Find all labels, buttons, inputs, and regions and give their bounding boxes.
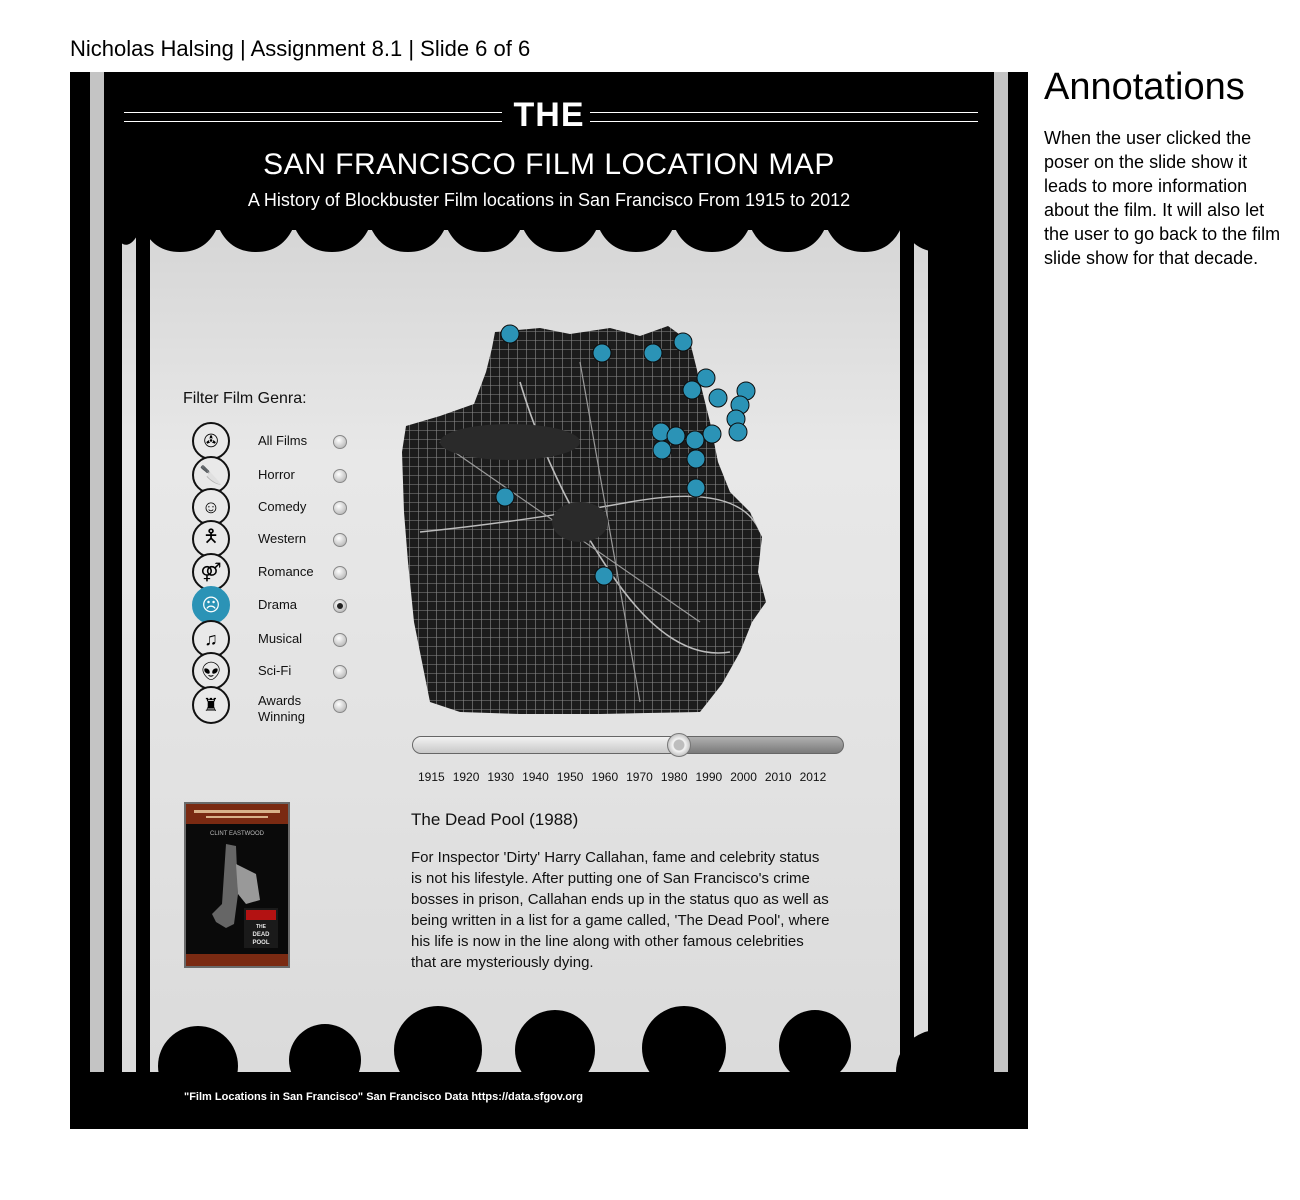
music-note-icon: ♫ [192,620,230,658]
genre-label: Horror [258,467,295,482]
film-poster[interactable] [184,802,290,968]
annotations-title: Annotations [1044,66,1245,108]
annotations-panel [1044,64,1290,270]
paper-stripe-left [108,230,122,1129]
svg-text:DEAD: DEAD [252,932,270,938]
title-the: THE [513,96,585,134]
knife-icon: 🔪 [192,456,230,494]
paper-stripe-right [900,230,914,1129]
genre-radio-selected[interactable] [333,599,347,613]
genre-label: Comedy [258,499,307,514]
genre-awards-winning[interactable] [192,686,352,724]
year-tick[interactable]: 1950 [556,770,584,784]
film-reel-icon: ✇ [192,422,230,460]
genre-label: All Films [258,433,308,448]
genre-drama[interactable] [192,586,352,624]
year-slider-fill [413,737,678,753]
year-tick[interactable]: 1970 [626,770,653,784]
oscar-statue-icon: ♜ [192,686,230,724]
bottom-scallop-border [70,1002,1028,1129]
genre-label: Drama [258,597,298,612]
film-title: The Dead Pool (1988) [411,810,579,829]
main-title: SAN FRANCISCO FILM LOCATION MAP [263,148,835,181]
title-block [120,72,978,232]
title-rule-right [590,112,978,122]
genre-radio[interactable] [333,469,347,483]
the-row [120,96,978,140]
year-tick[interactable]: 2012 [799,770,827,784]
genre-label: Sci-Fi [258,663,292,678]
year-slider-knob[interactable] [667,733,691,757]
genre-radio[interactable] [333,533,347,547]
year-tick[interactable]: 2000 [730,770,757,784]
genre-label: Musical [258,631,303,646]
year-tick[interactable]: 1920 [452,770,480,784]
frame-stripe-left [90,72,104,1129]
mockup-frame [70,72,1028,1129]
genre-radio[interactable] [333,501,347,515]
genre-sci-fi[interactable] [192,652,352,690]
alien-icon: 👽︎ [192,652,230,690]
theater-masks-icon: ☺ [192,488,230,526]
svg-text:THE: THE [256,924,266,930]
couple-icon: ⚤ [192,553,230,591]
genre-radio[interactable] [333,633,347,647]
slide-header: Nicholas Halsing | Assignment 8.1 | Slide 6 of 6 [70,36,531,61]
paper-stripe-right-2 [928,230,942,1129]
genre-radio[interactable] [333,566,347,580]
year-tick[interactable]: 1915 [418,770,445,784]
year-tick[interactable]: 1990 [695,770,723,784]
data-credit[interactable]: "Film Locations in San Francisco" San Francisco Data https://data.sfgov.org [184,1091,583,1103]
filter-heading: Filter Film Genra: [183,390,307,407]
genre-label: Romance [258,564,314,579]
genre-radio[interactable] [333,665,347,679]
genre-label: Awards Winning [258,693,305,724]
genre-radio[interactable] [333,435,347,449]
genre-all-films[interactable] [192,422,352,460]
poster-star-name: CLINT EASTWOOD [210,831,264,837]
year-tick[interactable]: 1960 [591,770,619,784]
sub-title: A History of Blockbuster Film locations in San Francisco From 1915 to 2012 [247,190,851,210]
year-tick[interactable]: 2010 [764,770,792,784]
sf-street-map[interactable] [400,322,770,714]
year-tick[interactable]: 1930 [487,770,515,784]
year-ticks [418,770,834,784]
frame-stripe-right [994,72,1008,1129]
paper-stripe-left-2 [136,230,150,1129]
svg-text:POOL: POOL [252,940,270,946]
film-description: For Inspector 'Dirty' Harry Callahan, fame and celebrity status is not his lifestyle. After putting one of San Francisco's crime bosses in prison, Callahan ends up in the status quo as well as being written in a list for a game called, 'The Dead Pool', where his life is now in the line along with other famous celebrities that are mysteriously dying. [411,849,830,971]
year-slider-track[interactable] [412,736,844,754]
annotations-body: When the user clicked the poser on the slide show it leads to more information about the film. It will also let the user to go back to the film slide show for that decade. [1044,128,1281,268]
genre-label: Western [258,531,307,546]
poster-artwork [186,804,288,966]
year-tick-selected[interactable]: 1980 [660,770,688,784]
genre-radio[interactable] [333,699,347,713]
year-tick[interactable]: 1940 [522,770,549,784]
cowboy-icon: 🯅 [192,520,230,558]
drama-mask-icon: ☹ [192,586,230,624]
